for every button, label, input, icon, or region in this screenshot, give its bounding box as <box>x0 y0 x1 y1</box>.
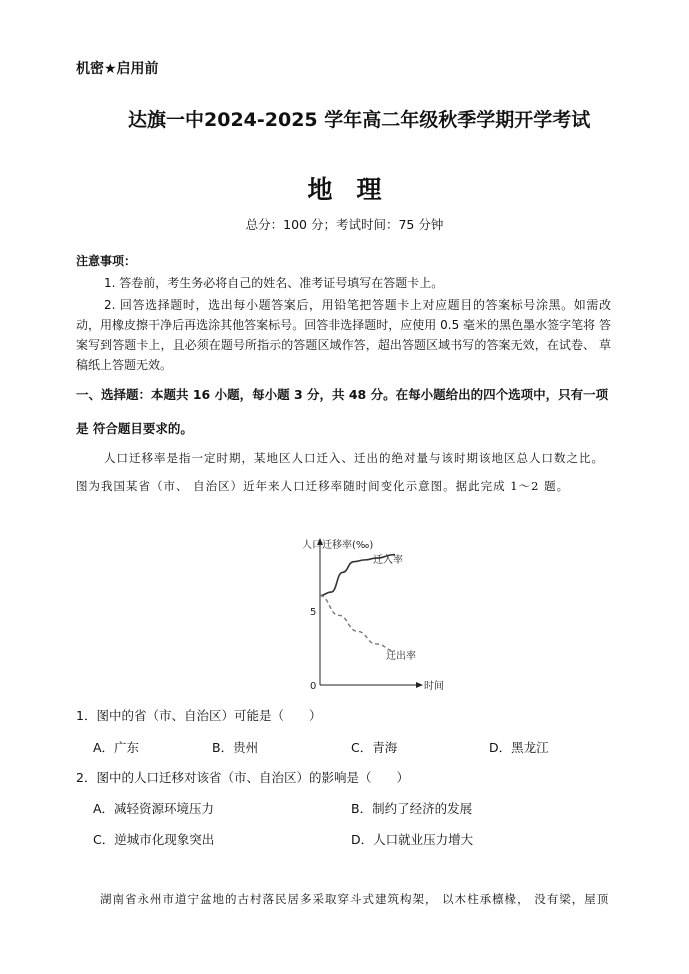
q1-option-a: A．广东 <box>93 740 140 755</box>
question-intro: 人口迁移率是指一定时期，某地区人口迁入、迁出的绝对量与该时期该地区总人口数之比。 图为我国某省（市、 自治区）近年来人口迁移率随时间变化示意图。据此完成 1～2 题。 <box>76 451 604 493</box>
y-tick-0: 0 <box>310 681 317 692</box>
q2-option-c: C．逆城市化现象突出 <box>93 832 215 847</box>
y-tick-5: 5 <box>310 607 317 618</box>
series-line-out <box>320 596 395 651</box>
legend-out-label: 迁出率 <box>386 651 416 662</box>
x-axis-label: 时间 <box>424 681 444 692</box>
confidential-label: 机密★启用前 <box>76 61 159 77</box>
notice-item-2: 2. 回答选择题时，选出每小题答案后，用铅笔把答题卡上对应题目的答案标号涂黑。如需改 动，用橡皮擦干净后再选涂其他答案标号。回答非选择题时，应使用 0.5 毫米的黑色墨水签字笔将 答案写到答题卡上，且必须在题号所指示的答题区域作答，超出答题区域书写的答案无效，在试卷、 草稿纸上答题无效。 <box>76 298 611 372</box>
migration-rate-chart <box>290 532 460 697</box>
q2-option-a: A．减轻资源环境压力 <box>93 801 215 816</box>
exam-title: 达旗一中2024-2025 学年高二年级秋季学期开学考试 <box>128 109 591 131</box>
notice-item-1: 1. 答卷前，考生务必将自己的姓名、准考证号填写在答题卡上。 <box>104 276 444 290</box>
q1-option-d: D．黑龙江 <box>489 740 549 755</box>
q2-option-b: B．制约了经济的发展 <box>351 801 473 816</box>
q2-option-d: D．人口就业压力增大 <box>351 832 474 847</box>
y-axis-label: 人口迁移率(‰) <box>302 540 374 551</box>
score-time-info: 总分：100 分；考试时间：75 分钟 <box>245 217 444 232</box>
x-axis-arrow <box>416 682 423 688</box>
next-passage-text: 湖南省永州市道宁盆地的古村落民居多采取穿斗式建筑构架， 以木柱承檩椽， 没有梁，屋顶 <box>100 892 610 906</box>
notice-heading: 注意事项： <box>76 254 137 268</box>
question-2-stem: 2．图中的人口迁移对该省（市、自治区）的影响是（ ） <box>76 770 409 785</box>
question-1-stem: 1．图中的省（市、自治区）可能是（ ） <box>76 708 322 723</box>
legend-in-label: 迁入率 <box>373 555 403 566</box>
subject-title: 地理 <box>307 175 406 204</box>
section-heading: 一、选择题：本题共 16 小题，每小题 3 分，共 48 分。在每小题给出的四个选项中，只有一项是 符合题目要求的。 <box>76 387 609 436</box>
q1-option-b: B．贵州 <box>212 740 259 755</box>
q1-option-c: C．青海 <box>351 740 398 755</box>
